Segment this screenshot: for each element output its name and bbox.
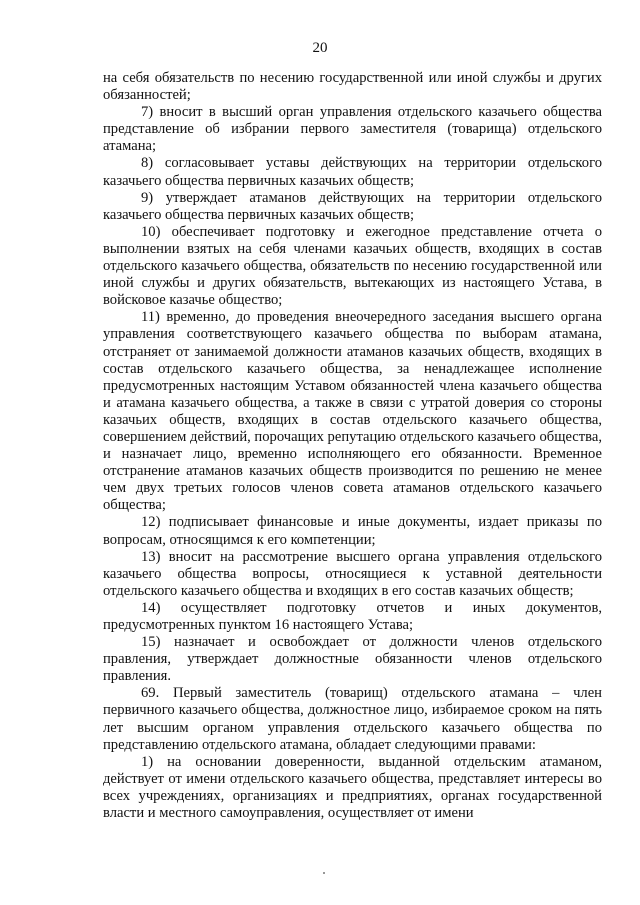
- paragraph-right-1: 1) на основании доверенности, выданной отдельским атаманом, действует от имени отдельского казачьего общества, представляет интересы во всех учреждениях, организациях и предприятиях, органах государственной власти и местного самоуправления, осуществляет от имени: [103, 753, 602, 822]
- paragraph-item-8: 8) согласовывает уставы действующих на территории отдельского казачьего общества первичных казачьих обществ;: [103, 155, 602, 189]
- paragraph-item-7: 7) вносит в высший орган управления отдельского казачьего общества представление об избрании первого заместителя (товарища) отдельского атамана;: [103, 104, 602, 155]
- paragraph-item-9: 9) утверждает атаманов действующих на территории отдельского казачьего общества первичных казачьих обществ;: [103, 189, 602, 223]
- paragraph-item-10: 10) обеспечивает подготовку и ежегодное представление отчета о выполнении взятых на себя членами казачьих обществ, входящих в состав отдельского казачьего общества, обязательств по несению государственной или иной службы и других обязательств, вытекающих из настоящего Устава, в войсковое казачье общество;: [103, 223, 602, 309]
- scan-speck: [323, 872, 325, 874]
- paragraph-item-15: 15) назначает и освобождает от должности членов отдельского правления, утверждает должностные обязанности членов отдельского правления.: [103, 634, 602, 685]
- document-body: [103, 70, 602, 822]
- paragraph-item-13: 13) вносит на рассмотрение высшего органа управления отдельского казачьего общества вопросы, относящиеся к уставной деятельности отдельского казачьего общества и входящих в его состав казачьих обществ;: [103, 548, 602, 599]
- paragraph-item-14: 14) осуществляет подготовку отчетов и иных документов, предусмотренных пунктом 16 настоящего Устава;: [103, 599, 602, 633]
- paragraph-item-12: 12) подписывает финансовые и иные документы, издает приказы по вопросам, относящимся к его компетенции;: [103, 514, 602, 548]
- paragraph-continuation: на себя обязательств по несению государственной или иной службы и других обязанностей;: [103, 70, 602, 104]
- paragraph-item-11: 11) временно, до проведения внеочередного заседания высшего органа управления соответствующего казачьего общества по выборам атамана, отстраняет от занимаемой должности атаманов казачьих обществ, входящих в состав отдельского казачьего общества, за ненадлежащее исполнение предусмотренных настоящим Уставом обязанностей члена казачьего общества и атамана казачьего общества, а также в связи с утратой доверия со стороны казачьих обществ, входящих в состав отдельского казачьего общества, совершением действий, порочащих репутацию отдельского казачьего общества, и назначает лицо, временно исполняющего его обязанности. Временное отстранение атаманов казачьих обществ производится по решению не менее чем двух третьих голосов членов совета атаманов отдельского казачьего общества;: [103, 309, 602, 514]
- page-number: 20: [312, 40, 328, 56]
- paragraph-section-69: 69. Первый заместитель (товарищ) отдельского атамана – член первичного казачьего общества, должностное лицо, избираемое сроком на пять лет высшим органом управления отдельского казачьего общества по представлению отдельского атамана, обладает следующими правами:: [103, 685, 602, 753]
